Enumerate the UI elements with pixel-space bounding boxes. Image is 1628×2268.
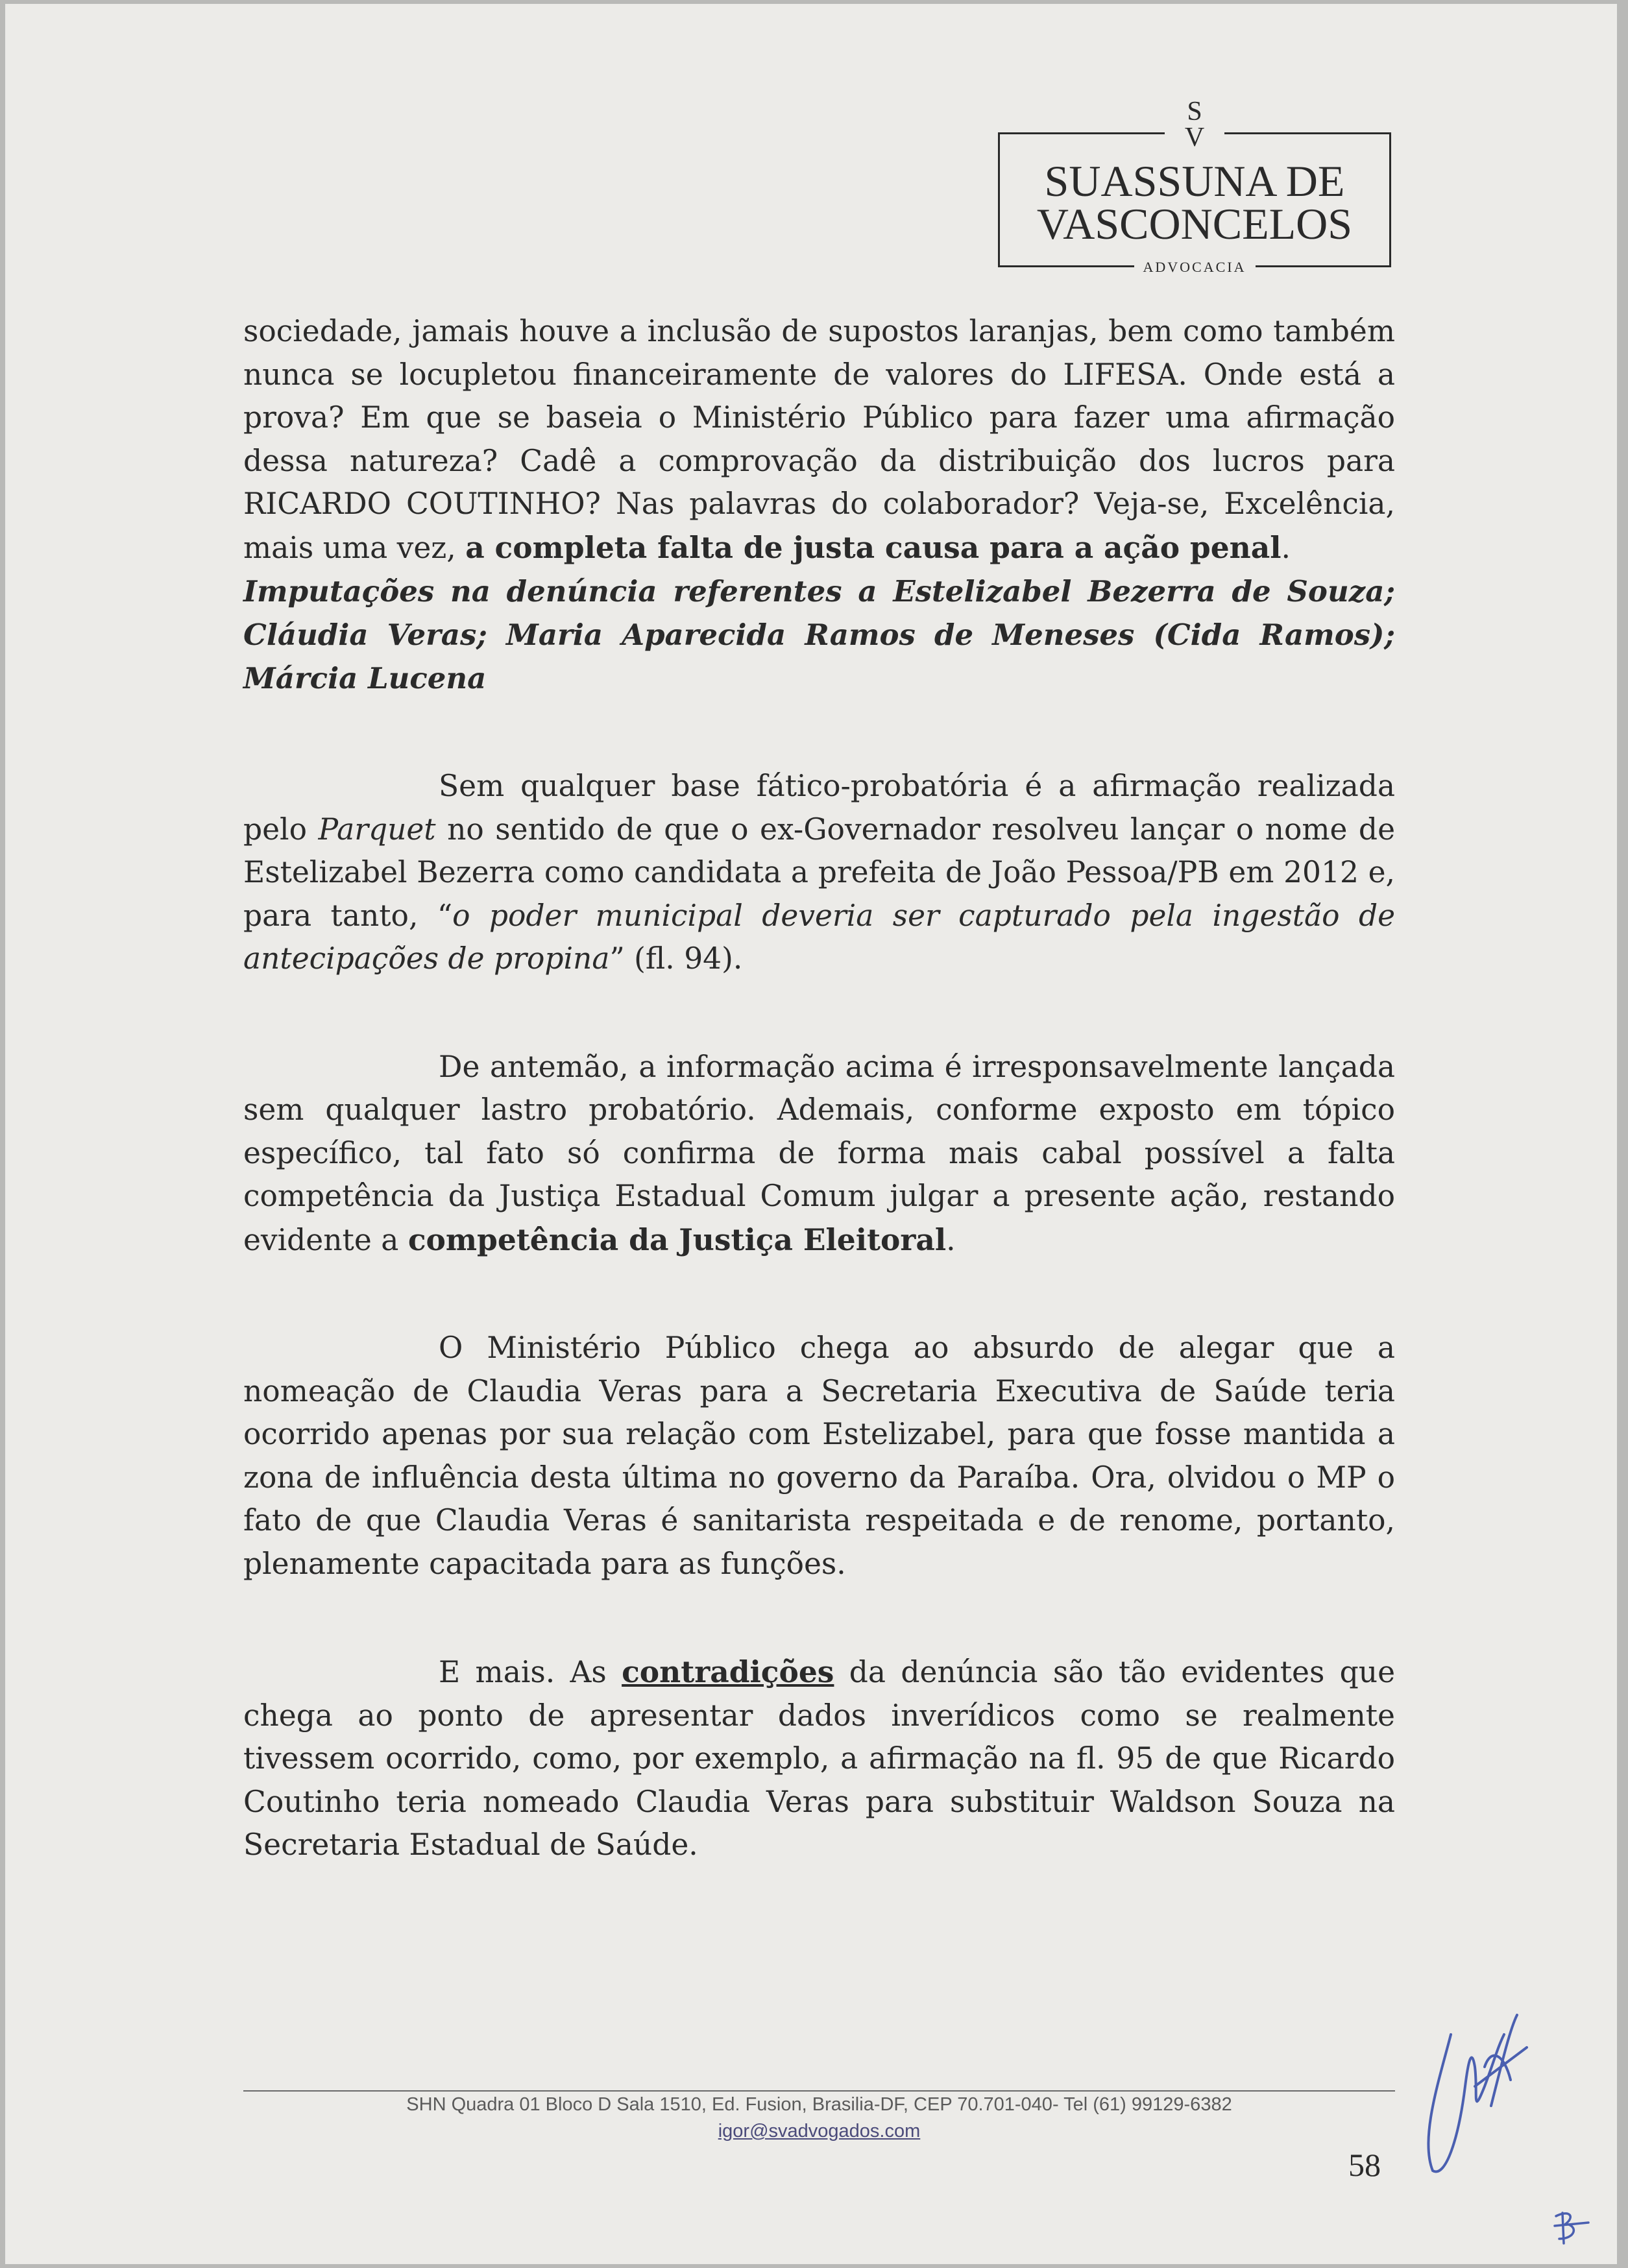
firm-name: [1000, 156, 1389, 248]
footer-divider: [243, 2090, 1395, 2092]
underlined-phrase: contradições: [622, 1654, 834, 1689]
firm-subtitle: ADVOCACIA: [1000, 259, 1389, 276]
paragraph-1: sociedade, jamais houve a inclusão de supostos laranjas, bem como também nunca se locupletou financeiramente de valores do LIFESA. Onde está a prova? Em que se baseia o Ministério Público para fazer uma afirmação dessa natureza? Cadê a comprovação da distribuição dos lucros para RICARDO COUTINHO? Nas palavras do colaborador? Veja-se, Excelência, mais uma vez, a completa falta de justa causa para a ação penal.: [243, 314, 1395, 565]
bold-phrase: a completa falta de justa causa para a ação penal: [465, 529, 1282, 565]
bold-phrase: competência da Justiça Eleitoral: [407, 1222, 947, 1257]
footer-email-link[interactable]: igor@svadvogados.com: [718, 2121, 921, 2141]
paragraph-4: O Ministério Público chega ao absurdo de alegar que a nomeação de Claudia Veras para a Secretaria Executiva de Saúde teria ocorrido apenas por sua relação com Estelizabel, para que fosse mantida a zona de influência desta última no governo da Paraíba. Ora, olvidou o MP o fato de que Claudia Veras é sanitarista respeitada e de renome, portanto, plenamente capacitada para as funções.: [243, 1331, 1395, 1581]
document-body: [243, 310, 1395, 1867]
logo-monogram: [1175, 99, 1214, 151]
handwritten-signature: [1413, 2009, 1543, 2177]
monogram-s: S: [1187, 97, 1202, 127]
firm-name-line1: SUASSUNA DE: [1044, 156, 1345, 206]
paragraph-2: Sem qualquer base fático-probatória é a afirmação realizada pelo Parquet no sentido de que o ex-Governador resolveu lançar o nome de Estelizabel Bezerra como candidata a prefeita de João Pessoa/PB em 2012 e, para tanto, “o poder municipal deveria ser capturado pela ingestão de antecipações de propina” (fl. 94).: [243, 769, 1395, 976]
section-heading: Imputações na denúncia referentes a Estelizabel Bezerra de Souza; Cláudia Veras; Maria Aparecida Ramos de Meneses (Cida Ramos); Márcia Lucena: [243, 574, 1395, 695]
paragraph-5: E mais. As contradições da denúncia são tão evidentes que chega ao ponto de apresentar dados inverídicos como se realmente tivessem ocorrido, como, por exemplo, a afirmação na fl. 95 de que Ricardo Coutinho teria nomeado Claudia Veras para substituir Waldson Souza na Secretaria Estadual de Saúde.: [243, 1654, 1395, 1862]
document-page: [5, 4, 1617, 2264]
footer-address: SHN Quadra 01 Bloco D Sala 1510, Ed. Fusion, Brasilia-DF, CEP 70.701-040- Tel (61) 99129-6382: [406, 2094, 1232, 2115]
page-number: 58: [1348, 2147, 1381, 2183]
handwritten-initials: [1549, 2203, 1595, 2249]
monogram-v: V: [1184, 123, 1205, 152]
firm-name-line2: VASCONCELOS: [1036, 199, 1353, 248]
paragraph-3: De antemão, a informação acima é irresponsavelmente lançada sem qualquer lastro probatório. Ademais, conforme exposto em tópico específico, tal fato só confirma de forma mais cabal possível a falta competência da Justiça Estadual Comum julgar a presente ação, restando evidente a competência da Justiça Eleitoral.: [243, 1049, 1395, 1257]
letterhead-logo: [998, 97, 1391, 275]
quoted-text: o poder municipal deveria ser capturado pela ingestão de antecipações de propina: [243, 898, 1395, 976]
